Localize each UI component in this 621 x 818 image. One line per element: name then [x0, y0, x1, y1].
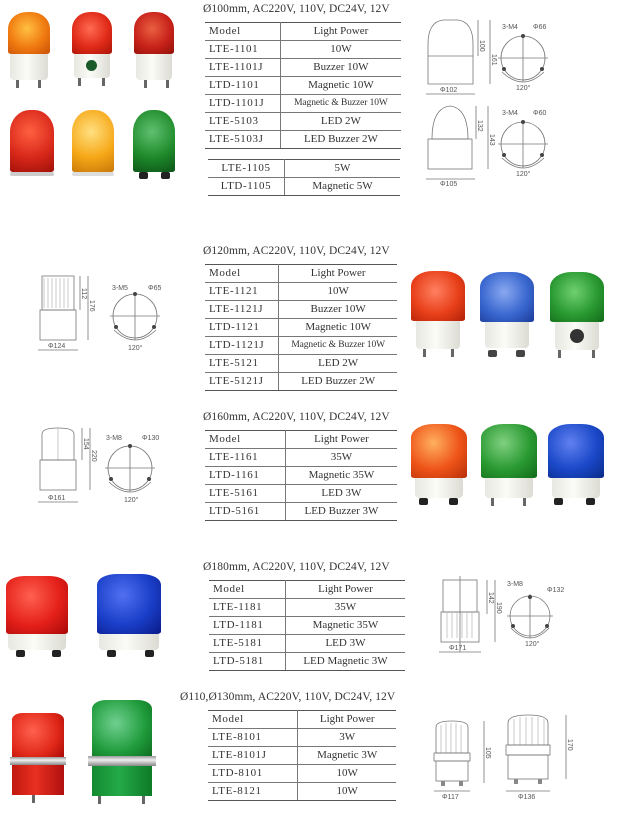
header-light-power: Light Power: [285, 431, 397, 449]
power-cell: LED 3W: [285, 635, 405, 653]
dim-label: Φ105: [440, 181, 458, 188]
power-cell: 3W: [298, 729, 396, 747]
model-cell: LTD-5181: [209, 653, 285, 671]
model-cell: LTE-5161: [205, 485, 285, 503]
power-cell: LED Buzzer 2W: [280, 131, 401, 149]
spec-table-100mm-extra: [208, 159, 400, 196]
model-cell: LTE-1105: [208, 160, 285, 178]
product-photo-blue-lamp: [97, 574, 161, 664]
power-cell: Magnetic 10W: [279, 319, 397, 337]
product-photo-green-buzzer-lamp: [550, 272, 604, 362]
model-cell: LTD-1121: [205, 319, 279, 337]
dim-label: 132: [476, 120, 483, 132]
dim-label: Φ161: [48, 495, 66, 502]
chrome-band: [10, 757, 66, 765]
power-cell: LED Buzzer 3W: [285, 503, 397, 521]
dim-label: Φ124: [48, 343, 66, 350]
dim-label: 176: [88, 300, 95, 312]
dim-label: Φ130: [142, 435, 160, 442]
table-row: [205, 337, 397, 355]
table-row: [205, 319, 397, 337]
dim-label: Φ136: [518, 794, 536, 801]
technical-drawing-180mm: [435, 572, 575, 664]
product-photo-blue-lamp: [548, 424, 604, 510]
technical-drawing-120mm: [30, 268, 170, 358]
power-cell: Magnetic 10W: [280, 77, 401, 95]
dim-label: 142: [487, 592, 494, 604]
power-cell: Magnetic 35W: [285, 467, 397, 485]
table-header-row: [205, 431, 397, 449]
model-cell: LTE-5103: [205, 113, 280, 131]
technical-drawing-100mm: [418, 14, 558, 190]
product-photo-red-lamp-2: [10, 110, 54, 178]
power-cell: Magnetic 3W: [298, 747, 396, 765]
power-cell: 35W: [285, 599, 405, 617]
model-cell: LTE-1181: [209, 599, 285, 617]
table-row: [205, 113, 401, 131]
section-title-160mm: Ø160mm, AC220V, 110V, DC24V, 12V: [203, 411, 390, 423]
model-cell: LTE-1161: [205, 449, 285, 467]
dim-label: 3-M5: [112, 285, 128, 292]
spec-table-160mm: [205, 430, 397, 521]
power-cell: LED 3W: [285, 485, 397, 503]
table-row: [209, 653, 405, 671]
spec-table-180mm: [209, 580, 405, 671]
header-light-power: Light Power: [285, 581, 405, 599]
model-cell: LTE-5103J: [205, 131, 280, 149]
section-title-180mm: Ø180mm, AC220V, 110V, DC24V, 12V: [203, 561, 390, 573]
table-row: [205, 503, 397, 521]
model-cell: LTD-1101J: [205, 95, 280, 113]
model-cell: LTD-1105: [208, 178, 285, 196]
product-photo-green-banded-lamp: [88, 700, 156, 810]
dim-label: Φ102: [440, 87, 458, 94]
model-cell: LTE-8101J: [208, 747, 298, 765]
header-model: Model: [205, 23, 280, 41]
table-header-row: [205, 23, 401, 41]
power-cell: Magnetic 5W: [285, 178, 401, 196]
product-photo-green-lamp: [133, 110, 175, 180]
product-photo-darkred-lamp: [134, 12, 174, 92]
product-photo-orange-lamp: [8, 12, 50, 92]
dim-label: 3-M8: [106, 435, 122, 442]
table-row: [205, 283, 397, 301]
model-cell: LTE-1121: [205, 283, 279, 301]
dim-label: 3-M4: [502, 110, 518, 117]
section-title-120mm: Ø120mm, AC220V, 110V, DC24V, 12V: [203, 245, 390, 257]
product-photo-red-buzzer-lamp: [72, 12, 112, 92]
header-light-power: Light Power: [280, 23, 401, 41]
product-photo-green-lamp: [481, 424, 537, 510]
table-row: [205, 373, 397, 391]
power-cell: Magnetic 35W: [285, 617, 405, 635]
model-cell: LTE-5121J: [205, 373, 279, 391]
spec-table-100mm: [205, 22, 401, 149]
dim-label: 120°: [124, 497, 139, 504]
dim-label: 220: [90, 450, 97, 462]
header-light-power: Light Power: [298, 711, 396, 729]
technical-drawing-110-130mm: [428, 705, 578, 805]
table-row: [208, 747, 396, 765]
dim-label: Φ171: [449, 645, 467, 652]
dim-label: Φ60: [533, 110, 547, 117]
dim-label: 3-M4: [502, 24, 518, 31]
power-cell: Buzzer 10W: [279, 301, 397, 319]
dim-label: 105: [484, 747, 491, 759]
dim-label: 154: [82, 438, 89, 450]
model-cell: LTE-1121J: [205, 301, 279, 319]
table-row: [205, 131, 401, 149]
product-photo-orange-lamp: [411, 424, 467, 510]
power-cell: 10W: [298, 783, 396, 801]
power-cell: LED 2W: [279, 355, 397, 373]
table-row: [205, 485, 397, 503]
model-cell: LTD-1181: [209, 617, 285, 635]
header-model: Model: [208, 711, 298, 729]
spec-table-120mm: [205, 264, 397, 391]
dim-label: 170: [566, 739, 573, 751]
model-cell: LTE-1101J: [205, 59, 280, 77]
dim-label: Φ65: [148, 285, 162, 292]
model-cell: LTD-1161: [205, 467, 285, 485]
product-photo-blue-lamp: [480, 272, 534, 362]
dim-label: 143: [488, 134, 495, 146]
header-model: Model: [209, 581, 285, 599]
power-cell: 10W: [280, 41, 401, 59]
model-cell: LTD-5161: [205, 503, 285, 521]
product-photo-red-lamp: [6, 576, 68, 666]
product-photo-red-banded-lamp: [10, 713, 66, 809]
buzzer-button-icon: [570, 329, 584, 343]
power-cell: 10W: [298, 765, 396, 783]
dim-label: 3-M8: [507, 581, 523, 588]
dim-label: 100: [478, 40, 485, 52]
power-cell: LED 2W: [280, 113, 401, 131]
table-row: [209, 635, 405, 653]
table-row: [208, 160, 400, 178]
product-photo-amber-lamp: [72, 110, 114, 178]
table-row: [209, 599, 405, 617]
buzzer-button-icon: [86, 60, 97, 71]
power-cell: Magnetic & Buzzer 10W: [279, 337, 397, 355]
header-model: Model: [205, 265, 279, 283]
model-cell: LTE-1101: [205, 41, 280, 59]
table-row: [205, 95, 401, 113]
model-cell: LTE-8121: [208, 783, 298, 801]
model-cell: LTE-5181: [209, 635, 285, 653]
section-title-100mm: Ø100mm, AC220V, 110V, DC24V, 12V: [203, 3, 390, 15]
model-cell: LTE-8101: [208, 729, 298, 747]
power-cell: 35W: [285, 449, 397, 467]
model-cell: LTE-5121: [205, 355, 279, 373]
table-row: [205, 355, 397, 373]
table-row: [208, 178, 400, 196]
technical-drawing-160mm: [30, 420, 170, 512]
table-row: [208, 765, 396, 783]
section-title-110-130mm: Ø110,Ø130mm, AC220V, 110V, DC24V, 12V: [180, 691, 396, 703]
table-header-row: [208, 711, 396, 729]
table-row: [205, 301, 397, 319]
dim-label: Φ66: [533, 24, 547, 31]
dim-label: 190: [495, 602, 502, 614]
table-row: [205, 59, 401, 77]
product-photo-red-lamp: [411, 271, 465, 361]
table-header-row: [209, 581, 405, 599]
table-row: [205, 41, 401, 59]
model-cell: LTD-1121J: [205, 337, 279, 355]
power-cell: Magnetic & Buzzer 10W: [280, 95, 401, 113]
table-row: [205, 77, 401, 95]
power-cell: 5W: [285, 160, 401, 178]
dim-label: 120°: [516, 85, 531, 92]
table-row: [208, 783, 396, 801]
header-model: Model: [205, 431, 285, 449]
table-row: [205, 467, 397, 485]
dim-label: Φ132: [547, 587, 565, 594]
table-row: [208, 729, 396, 747]
dim-label: 161: [490, 54, 497, 66]
dim-label: Φ117: [442, 794, 459, 801]
model-cell: LTD-1101: [205, 77, 280, 95]
chrome-band: [88, 756, 156, 766]
table-row: [205, 449, 397, 467]
spec-table-110-130mm: [208, 710, 396, 801]
model-cell: LTD-8101: [208, 765, 298, 783]
power-cell: Buzzer 10W: [280, 59, 401, 77]
power-cell: LED Magnetic 3W: [285, 653, 405, 671]
table-header-row: [205, 265, 397, 283]
dim-label: 120°: [516, 171, 531, 178]
power-cell: LED Buzzer 2W: [279, 373, 397, 391]
power-cell: 10W: [279, 283, 397, 301]
dim-label: 120°: [128, 345, 143, 352]
table-row: [209, 617, 405, 635]
header-light-power: Light Power: [279, 265, 397, 283]
dim-label: 112: [80, 288, 87, 300]
dim-label: 120°: [525, 641, 540, 648]
